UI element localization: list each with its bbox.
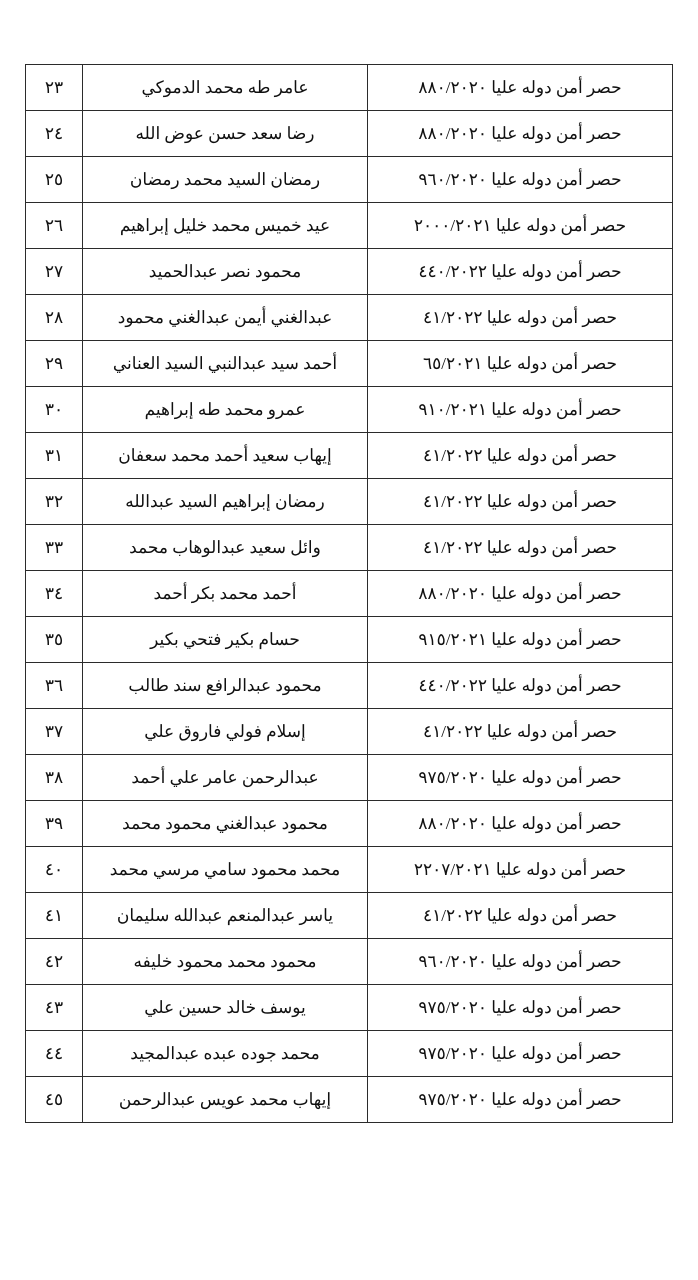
case-text: حصر أمن دوله عليا ٩٧٥/٢٠٢٠ [418, 1089, 622, 1109]
index-text: ٢٧ [44, 261, 64, 281]
cell-name [83, 985, 368, 1031]
index-text: ٣٦ [44, 675, 64, 695]
cell-index [26, 433, 83, 479]
cell-case [368, 341, 673, 387]
table-row [26, 1077, 673, 1123]
case-text: حصر أمن دوله عليا ٨٨٠/٢٠٢٠ [418, 583, 622, 603]
index-text: ٢٤ [44, 123, 64, 143]
cell-index [26, 341, 83, 387]
name-text: عيد خميس محمد خليل إبراهيم [119, 215, 331, 235]
name-text: محمود عبدالرافع سند طالب [128, 675, 322, 695]
case-text: حصر أمن دوله عليا ٦٥/٢٠٢١ [422, 353, 618, 373]
cell-index [26, 1031, 83, 1077]
cell-case [368, 893, 673, 939]
table-row [26, 985, 673, 1031]
cell-name [83, 433, 368, 479]
cell-name [83, 1031, 368, 1077]
cell-index [26, 709, 83, 755]
case-text: حصر أمن دوله عليا ٩١٥/٢٠٢١ [418, 629, 622, 649]
cell-name [83, 617, 368, 663]
cell-index [26, 1077, 83, 1123]
table-row [26, 847, 673, 893]
name-text: إيهاب محمد عويس عبدالرحمن [118, 1089, 332, 1109]
cell-index [26, 65, 83, 111]
index-text: ٣١ [44, 445, 64, 465]
cell-index [26, 801, 83, 847]
cell-case [368, 157, 673, 203]
cell-name [83, 663, 368, 709]
table-row [26, 387, 673, 433]
cell-index [26, 893, 83, 939]
name-text: ياسر عبدالمنعم عبدالله سليمان [116, 905, 334, 925]
table-row [26, 203, 673, 249]
cell-case [368, 939, 673, 985]
index-text: ٣٥ [44, 629, 64, 649]
table-row [26, 249, 673, 295]
index-text: ٤١ [44, 905, 64, 925]
case-text: حصر أمن دوله عليا ٤١/٢٠٢٢ [422, 491, 618, 511]
table-row [26, 157, 673, 203]
cell-case [368, 985, 673, 1031]
table-row [26, 617, 673, 663]
cell-case [368, 249, 673, 295]
cell-index [26, 985, 83, 1031]
cell-name [83, 111, 368, 157]
name-text: رضا سعد حسن عوض الله [135, 123, 315, 143]
cell-case [368, 65, 673, 111]
index-text: ٣٧ [44, 721, 64, 741]
case-text: حصر أمن دوله عليا ٤١/٢٠٢٢ [422, 721, 618, 741]
table-row [26, 341, 673, 387]
cell-case [368, 755, 673, 801]
index-text: ٣٣ [44, 537, 64, 557]
cell-case [368, 295, 673, 341]
case-text: حصر أمن دوله عليا ٤٤٠/٢٠٢٢ [418, 261, 622, 281]
table-row [26, 65, 673, 111]
cell-name [83, 847, 368, 893]
cell-name [83, 249, 368, 295]
table-row [26, 663, 673, 709]
case-text: حصر أمن دوله عليا ٩١٠/٢٠٢١ [418, 399, 622, 419]
cell-case [368, 847, 673, 893]
cell-name [83, 479, 368, 525]
index-text: ٢٣ [44, 77, 64, 97]
index-text: ٢٨ [44, 307, 64, 327]
cell-name [83, 939, 368, 985]
index-text: ٣٤ [44, 583, 64, 603]
cell-index [26, 847, 83, 893]
cell-case [368, 1077, 673, 1123]
cell-name [83, 525, 368, 571]
index-text: ٤٠ [44, 859, 64, 879]
cell-case [368, 571, 673, 617]
name-text: وائل سعيد عبدالوهاب محمد [129, 537, 321, 557]
table-row [26, 709, 673, 755]
cell-case [368, 111, 673, 157]
index-text: ٤٢ [44, 951, 64, 971]
index-text: ٣٠ [44, 399, 64, 419]
cell-case [368, 801, 673, 847]
name-text: أحمد سيد عبدالنبي السيد العناني [112, 353, 338, 373]
cell-name [83, 387, 368, 433]
table-row [26, 111, 673, 157]
cell-name [83, 157, 368, 203]
case-text: حصر أمن دوله عليا ٤٤٠/٢٠٢٢ [418, 675, 622, 695]
name-text: محمد محمود سامي مرسي محمد [109, 859, 341, 879]
table-row [26, 433, 673, 479]
case-text: حصر أمن دوله عليا ٨٨٠/٢٠٢٠ [418, 77, 622, 97]
cell-name [83, 203, 368, 249]
table-row [26, 479, 673, 525]
case-text: حصر أمن دوله عليا ٢٠٠٠/٢٠٢١ [413, 215, 627, 235]
index-text: ٤٤ [44, 1043, 64, 1063]
records-table-container [0, 64, 698, 1123]
name-text: محمود عبدالغني محمود محمد [122, 813, 328, 833]
table-row [26, 939, 673, 985]
case-text: حصر أمن دوله عليا ٩٦٠/٢٠٢٠ [418, 169, 622, 189]
cell-index [26, 479, 83, 525]
cell-name [83, 65, 368, 111]
table-row [26, 571, 673, 617]
cell-index [26, 203, 83, 249]
cell-index [26, 387, 83, 433]
cell-case [368, 433, 673, 479]
cell-index [26, 571, 83, 617]
cell-index [26, 525, 83, 571]
cell-index [26, 755, 83, 801]
table-row [26, 893, 673, 939]
cell-case [368, 203, 673, 249]
name-text: عبدالرحمن عامر علي أحمد [131, 767, 319, 787]
name-text: رمضان إبراهيم السيد عبدالله [125, 491, 325, 511]
cell-case [368, 617, 673, 663]
case-text: حصر أمن دوله عليا ٤١/٢٠٢٢ [422, 445, 618, 465]
cell-name [83, 755, 368, 801]
cell-index [26, 157, 83, 203]
case-text: حصر أمن دوله عليا ٤١/٢٠٢٢ [422, 307, 618, 327]
table-row [26, 801, 673, 847]
case-text: حصر أمن دوله عليا ٤١/٢٠٢٢ [422, 905, 618, 925]
index-text: ٣٨ [44, 767, 64, 787]
cell-name [83, 801, 368, 847]
case-text: حصر أمن دوله عليا ٤١/٢٠٢٢ [422, 537, 618, 557]
name-text: عبدالغني أيمن عبدالغني محمود [117, 307, 333, 327]
records-table-body [26, 65, 673, 1123]
case-text: حصر أمن دوله عليا ٩٧٥/٢٠٢٠ [418, 997, 622, 1017]
name-text: حسام بكير فتحي بكير [150, 629, 300, 649]
index-text: ٣٢ [44, 491, 64, 511]
cell-index [26, 939, 83, 985]
name-text: محمود نصر عبدالحميد [148, 261, 302, 281]
cell-name [83, 341, 368, 387]
index-text: ٢٥ [44, 169, 64, 189]
index-text: ٢٦ [44, 215, 64, 235]
case-text: حصر أمن دوله عليا ٩٧٥/٢٠٢٠ [418, 767, 622, 787]
cell-name [83, 295, 368, 341]
case-text: حصر أمن دوله عليا ٩٧٥/٢٠٢٠ [418, 1043, 622, 1063]
name-text: إيهاب سعيد أحمد محمد سعفان [118, 445, 332, 465]
cell-name [83, 571, 368, 617]
records-table [25, 64, 673, 1123]
cell-name [83, 709, 368, 755]
name-text: عمرو محمد طه إبراهيم [144, 399, 306, 419]
case-text: حصر أمن دوله عليا ٨٨٠/٢٠٢٠ [418, 813, 622, 833]
table-row [26, 525, 673, 571]
index-text: ٤٣ [44, 997, 64, 1017]
index-text: ٣٩ [44, 813, 64, 833]
name-text: محمد جوده عبده عبدالمجيد [130, 1043, 320, 1063]
name-text: رمضان السيد محمد رمضان [129, 169, 321, 189]
cell-index [26, 249, 83, 295]
cell-case [368, 663, 673, 709]
cell-case [368, 479, 673, 525]
case-text: حصر أمن دوله عليا ٢٢٠٧/٢٠٢١ [413, 859, 627, 879]
table-row [26, 1031, 673, 1077]
table-row [26, 295, 673, 341]
name-text: إسلام فولي فاروق علي [144, 721, 306, 741]
cell-index [26, 663, 83, 709]
cell-case [368, 525, 673, 571]
case-text: حصر أمن دوله عليا ٩٦٠/٢٠٢٠ [418, 951, 622, 971]
cell-index [26, 295, 83, 341]
cell-name [83, 893, 368, 939]
case-text: حصر أمن دوله عليا ٨٨٠/٢٠٢٠ [418, 123, 622, 143]
cell-name [83, 1077, 368, 1123]
table-row [26, 755, 673, 801]
cell-case [368, 1031, 673, 1077]
cell-case [368, 709, 673, 755]
cell-index [26, 617, 83, 663]
name-text: عامر طه محمد الدموكي [141, 77, 309, 97]
index-text: ٤٥ [44, 1089, 64, 1109]
cell-index [26, 111, 83, 157]
name-text: يوسف خالد حسين علي [144, 997, 306, 1017]
cell-case [368, 387, 673, 433]
name-text: محمود محمد محمود خليفه [133, 951, 317, 971]
index-text: ٢٩ [44, 353, 64, 373]
name-text: أحمد محمد بكر أحمد [153, 583, 297, 603]
